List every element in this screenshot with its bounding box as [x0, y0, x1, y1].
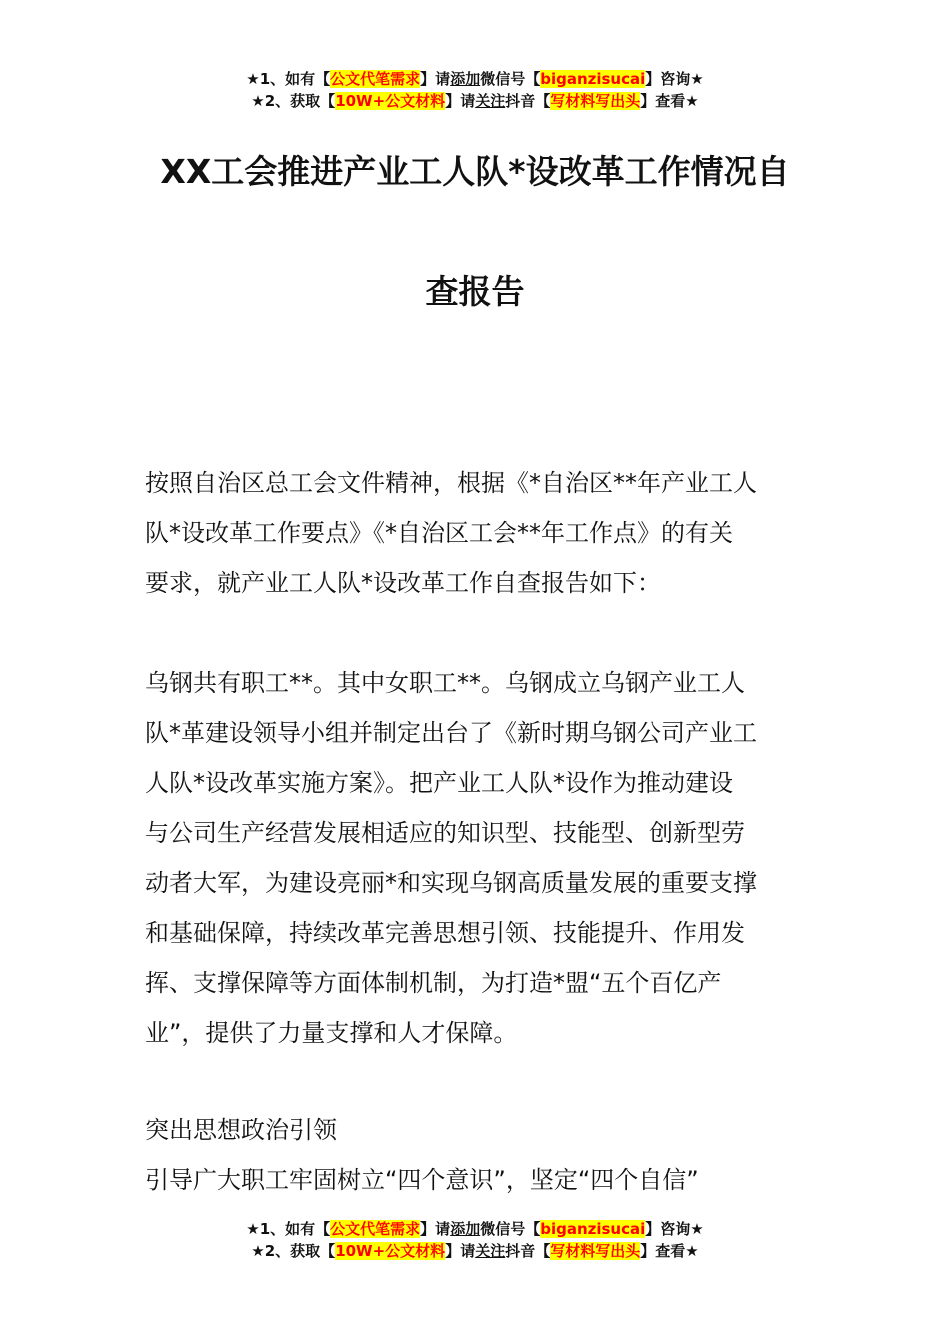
promo-text: ★1、如有【: [246, 70, 331, 88]
promo-text: 微信号【: [480, 70, 541, 88]
promo-text: 抖音【: [505, 92, 551, 110]
paragraph-overview: [145, 658, 810, 1058]
promo-highlight: 公文代笔需求: [330, 70, 421, 88]
promo-text: 】咨询★: [645, 1220, 704, 1238]
promo-underlined-text: 添加: [450, 1220, 481, 1238]
promo-highlight: 10W+公文材料: [335, 1242, 446, 1260]
paragraph-line: 乌钢共有职工**。其中女职工**。乌钢成立乌钢产业工人: [145, 669, 745, 697]
promo-text: 】查看★: [640, 92, 699, 110]
promo-line-1: [0, 1218, 950, 1240]
paragraph-line: 引导广大职工牢固树立“四个意识”，坚定“四个自信”: [145, 1166, 699, 1194]
promo-highlight: biganzisucai: [540, 70, 646, 88]
promo-text: 】查看★: [640, 1242, 699, 1260]
paragraph-line: 队*设改革工作要点》《*自治区工会**年工作点》的有关: [145, 519, 733, 547]
paragraph-line: 要求，就产业工人队*设改革工作自查报告如下：: [145, 569, 661, 597]
promo-highlight: 写材料写出头: [550, 1242, 641, 1260]
document-title-line-2: 查报告: [425, 272, 525, 311]
promo-underlined-text: 关注: [475, 92, 506, 110]
promo-underlined-text: 添加: [450, 70, 481, 88]
promo-highlight: biganzisucai: [540, 1220, 646, 1238]
paragraph-line: 按照自治区总工会文件精神，根据《*自治区**年产业工人: [145, 469, 757, 497]
promo-text: ★2、获取【: [251, 92, 336, 110]
promo-line-2: [0, 1240, 950, 1262]
promo-text: 】请: [420, 1220, 451, 1238]
promo-text: ★1、如有【: [246, 1220, 331, 1238]
promo-text: 】咨询★: [645, 70, 704, 88]
promo-highlight: 写材料写出头: [550, 92, 641, 110]
promo-text: 微信号【: [480, 1220, 541, 1238]
document-title-line-1: XX工会推进产业工人队*设改革工作情况自: [160, 152, 790, 191]
promo-line-1: [0, 68, 950, 90]
promo-banner-bottom: [0, 1218, 950, 1262]
promo-underlined-text: 关注: [475, 1242, 506, 1260]
promo-text: 抖音【: [505, 1242, 551, 1260]
paragraph-line: 与公司生产经营发展相适应的知识型、技能型、创新型劳: [145, 819, 745, 847]
promo-banner-top: [0, 68, 950, 112]
promo-text: 】请: [445, 92, 476, 110]
paragraph-line: 动者大军，为建设亮丽*和实现乌钢高质量发展的重要支撑: [145, 869, 757, 897]
promo-highlight: 公文代笔需求: [330, 1220, 421, 1238]
promo-text: ★2、获取【: [251, 1242, 336, 1260]
paragraph-line: 业”，提供了力量支撑和人才保障。: [145, 1019, 518, 1047]
paragraph-line: 队*革建设领导小组并制定出台了《新时期乌钢公司产业工: [145, 719, 757, 747]
promo-text: 】请: [420, 70, 451, 88]
promo-line-2: [0, 90, 950, 112]
section-ideological-guidance: [145, 1105, 810, 1205]
promo-highlight: 10W+公文材料: [335, 92, 446, 110]
promo-text: 】请: [445, 1242, 476, 1260]
paragraph-line: 挥、支撑保障等方面体制机制，为打造*盟“五个百亿产: [145, 969, 722, 997]
paragraph-line: 人队*设改革实施方案》。把产业工人队*设作为推动建设: [145, 769, 733, 797]
paragraph-intro: [145, 458, 810, 608]
section-heading: 突出思想政治引领: [145, 1116, 337, 1144]
paragraph-line: 和基础保障，持续改革完善思想引领、技能提升、作用发: [145, 919, 745, 947]
